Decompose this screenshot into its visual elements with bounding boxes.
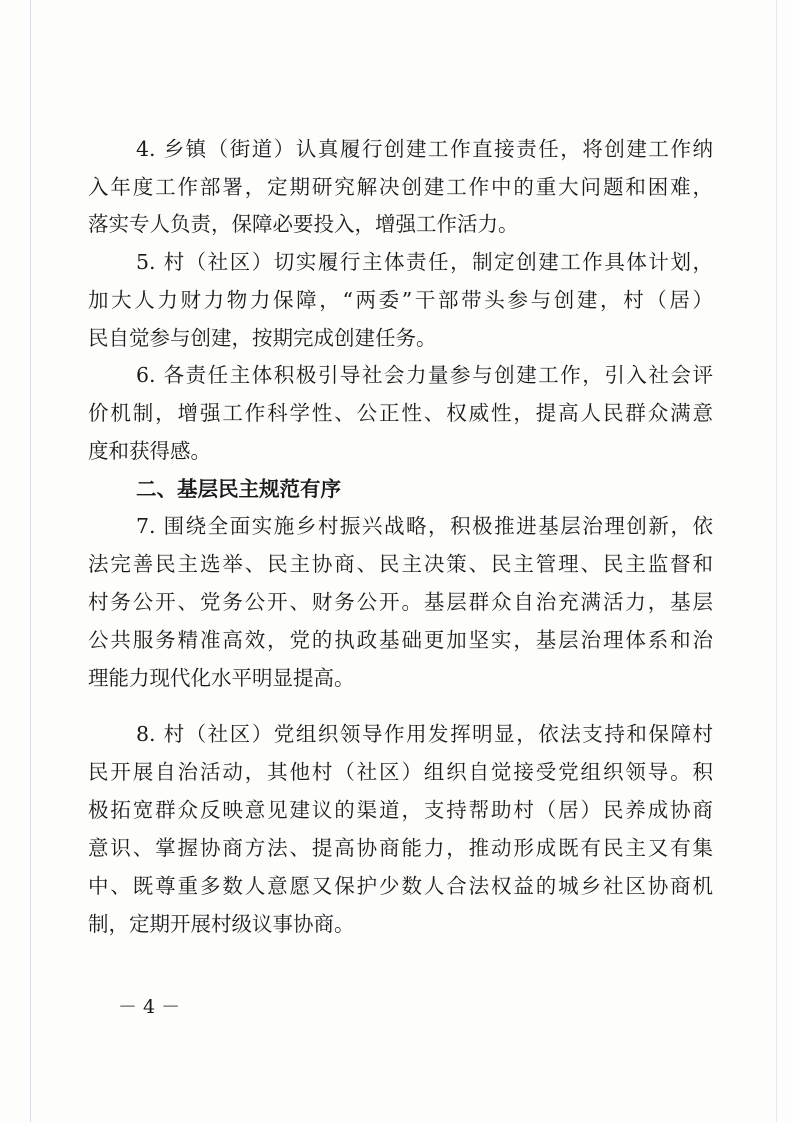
scan-edge-right (776, 0, 777, 1122)
page-number: － 4 － (118, 996, 181, 1018)
paragraph-4-line-1: 4. 乡镇（街道）认真履行创建工作直接责任，将创建工作纳 (136, 137, 713, 161)
paragraph-7-line-3: 村务公开、党务公开、财务公开。基层群众自治充满活力，基层 (88, 590, 713, 614)
paragraph-8-line-6: 制，定期开展村级议事协商。 (88, 912, 355, 936)
paragraph-6-line-1: 6. 各责任主体积极引导社会力量参与创建工作，引入社会评 (136, 363, 713, 387)
paragraph-8-line-2: 民开展自治活动，其他村（社区）组织自觉接受党组织领导。积 (88, 760, 713, 784)
scan-edge-left (30, 0, 31, 1122)
paragraph-7-line-2: 法完善民主选举、民主协商、民主决策、民主管理、民主监督和 (88, 552, 713, 576)
paragraph-8-line-5: 中、既尊重多数人意愿又保护少数人合法权益的城乡社区协商机 (88, 874, 713, 898)
section-heading: 二、基层民主规范有序 (136, 477, 341, 501)
paragraph-8-line-3: 极拓宽群众反映意见建议的渠道，支持帮助村（居）民养成协商 (88, 798, 713, 822)
paragraph-7-line-5: 理能力现代化水平明显提高。 (88, 666, 355, 690)
paragraph-6-line-3: 度和获得感。 (88, 439, 211, 463)
paragraph-8-line-1: 8. 村（社区）党组织领导作用发挥明显，依法支持和保障村 (136, 722, 713, 746)
paragraph-5-line-2: 加大人力财力物力保障，“两委”干部带头参与创建，村（居） (88, 288, 713, 312)
paragraph-7-line-4: 公共服务精准高效，党的执政基础更加坚实，基层治理体系和治 (88, 628, 713, 652)
paragraph-5-line-3: 民自觉参与创建，按期完成创建任务。 (88, 326, 437, 350)
paragraph-4-line-2: 入年度工作部署，定期研究解决创建工作中的重大问题和困难， (88, 175, 713, 199)
paragraph-4-line-3: 落实专人负责，保障必要投入，增强工作活力。 (88, 212, 519, 236)
paragraph-6-line-2: 价机制，增强工作科学性、公正性、权威性，提高人民群众满意 (88, 401, 713, 425)
paragraph-7-line-1: 7. 围绕全面实施乡村振兴战略，积极推进基层治理创新，依 (136, 514, 713, 538)
paragraph-5-line-1: 5. 村（社区）切实履行主体责任，制定创建工作具体计划， (136, 250, 713, 274)
paragraph-8-line-4: 意识、掌握协商方法、提高协商能力，推动形成既有民主又有集 (88, 836, 713, 860)
